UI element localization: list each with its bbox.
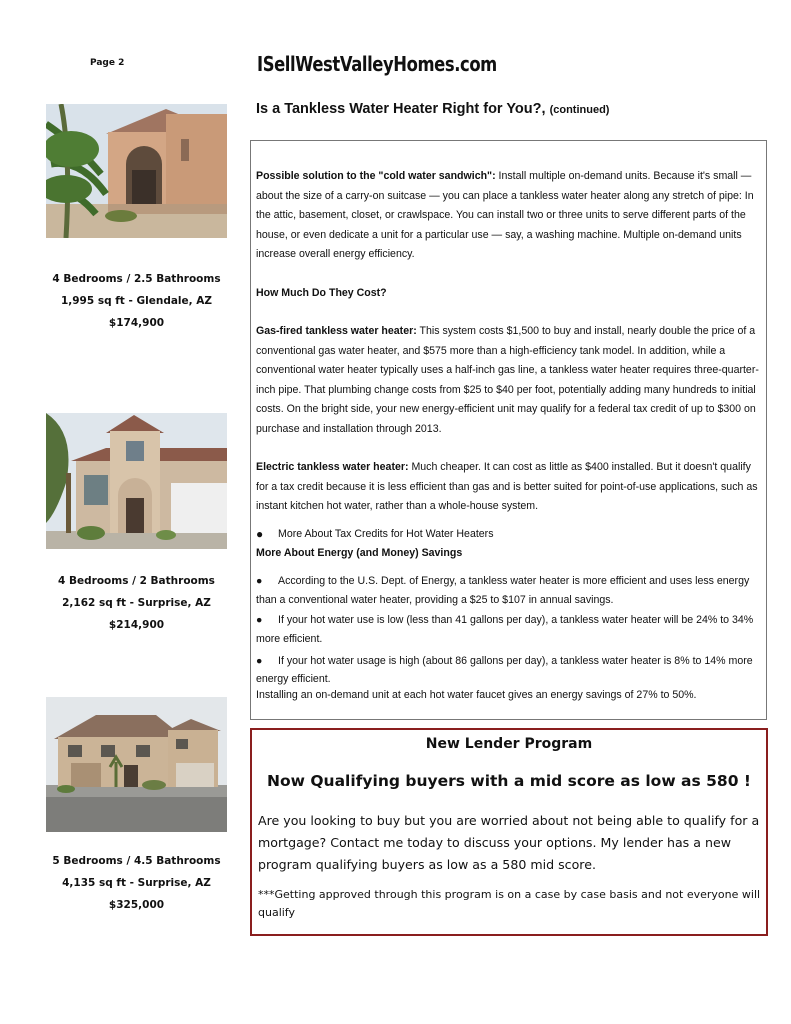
article-box [250,140,767,720]
listing-photo-1[interactable] [46,104,227,238]
savings-list [256,572,764,688]
article-title: Is a Tankless Water Heater Right for You?, [256,101,546,117]
listing-size-location: 4,135 sq ft - Surprise, AZ [62,877,211,889]
listing-photo-2[interactable] [46,413,227,549]
listing-size-location: 2,162 sq ft - Surprise, AZ [62,597,211,609]
house-photo-2 [46,413,227,549]
bullet-icon: ● [256,613,263,626]
list-item: ● According to the U.S. Dept. of Energy, a tankless water heater is more efficient and uses less energy than a conventional water heater, providing a $25 to $107 in annual savings. [256,572,764,611]
bullet-icon: ● [256,574,263,587]
gas-text: This system costs $1,500 to buy and install, nearly double the price of a conventional gas water heater, and $575 more than a high-efficiency tank model. In addition, while a conventional water heater typically uses a half-inch gas line, a tankless water heater requires three-quarter-inch pipe. That plumbing change costs from $25 to $40 per foot, potentially adding many hundreds to initial costs. On the bright side, your new energy-efficient unit may qualify for a federal tax credit of up to $300 on purchase and installation through 2013. [256,325,759,435]
listing-beds-baths: 5 Bedrooms / 4.5 Bathrooms [52,855,221,867]
lender-subtitle: Now Qualifying buyers with a mid score as low as 580 ! [267,772,751,790]
listing-price: $174,900 [108,317,165,329]
listing-price: $214,900 [108,619,165,631]
listing-details-2 [40,570,233,636]
tax-credits-link[interactable]: More About Tax Credits for Hot Water Heaters [278,527,494,540]
lender-body: Are you looking to buy but you are worried about not being able to qualify for a mortgage? Contact me today to discuss your options. My lender has a new program qualifying buyers as low as a 580 mid score. [258,813,760,872]
house-photo-1 [46,104,227,238]
listing-details-1 [40,268,233,334]
tax-credits-link-item[interactable] [256,525,764,545]
house-photo-3 [46,697,227,832]
page-number: Page 2 [90,58,125,68]
article-title-suffix: (continued) [549,104,610,116]
solution-lead: Possible solution to the "cold water sandwich": [256,170,496,182]
bullet-icon: ● [256,526,264,541]
site-title[interactable]: ISellWestValleyHomes.com [257,52,497,76]
electric-lead: Electric tankless water heater: [256,461,409,473]
savings-heading: More About Energy (and Money) Savings [256,547,463,559]
list-item: ● If your hot water use is low (less than 41 gallons per day), a tankless water heater will be 24% to 34% more efficient. [256,611,764,650]
list-item: ● If your hot water usage is high (about 86 gallons per day), a tankless water heater is 8% to 14% more energy efficient. [256,652,764,688]
lender-program-box [250,728,768,936]
listing-price: $325,000 [108,899,165,911]
listing-photo-3[interactable] [46,697,227,832]
solution-text: Install multiple on-demand units. Because it's small — about the size of a carry-on suitcase — you can place a tankless water heater along any stretch of pipe: In the attic, basement, closet, or crawlspace. You can install two or three units to serve different parts of the house, or even dedicate a unit for a particular use — say, a washing machine. Multiple on-demand units increase overall energy efficiency. [256,170,754,260]
article-body [256,167,764,702]
listing-details-3 [40,850,233,916]
bullet-icon: ● [256,654,263,667]
electric-text: Much cheaper. It can cost as little as $400 installed. But it doesn't qualify for a tax credit because it is less efficient than gas and is better suited for point-of-use applications, such as instant kitchen hot water, rather than a whole-house system. [256,461,758,512]
paragraph-gas [256,322,764,439]
paragraph-electric [256,458,764,517]
listing-beds-baths: 4 Bedrooms / 2.5 Bathrooms [52,273,221,285]
closing-text: Installing an on-demand unit at each hot water faucet gives an energy savings of 27% to 50%. [256,688,697,701]
paragraph-solution [256,167,764,265]
lender-note: ***Getting approved through this program is on a case by case basis and not everyone will qualify [258,888,761,919]
listing-size-location: 1,995 sq ft - Glendale, AZ [60,295,213,307]
lender-title: New Lender Program [425,736,593,752]
cost-heading: How Much Do They Cost? [256,286,387,299]
article-heading [256,101,609,117]
listing-beds-baths: 4 Bedrooms / 2 Bathrooms [58,575,215,587]
gas-lead: Gas-fired tankless water heater: [256,325,417,337]
